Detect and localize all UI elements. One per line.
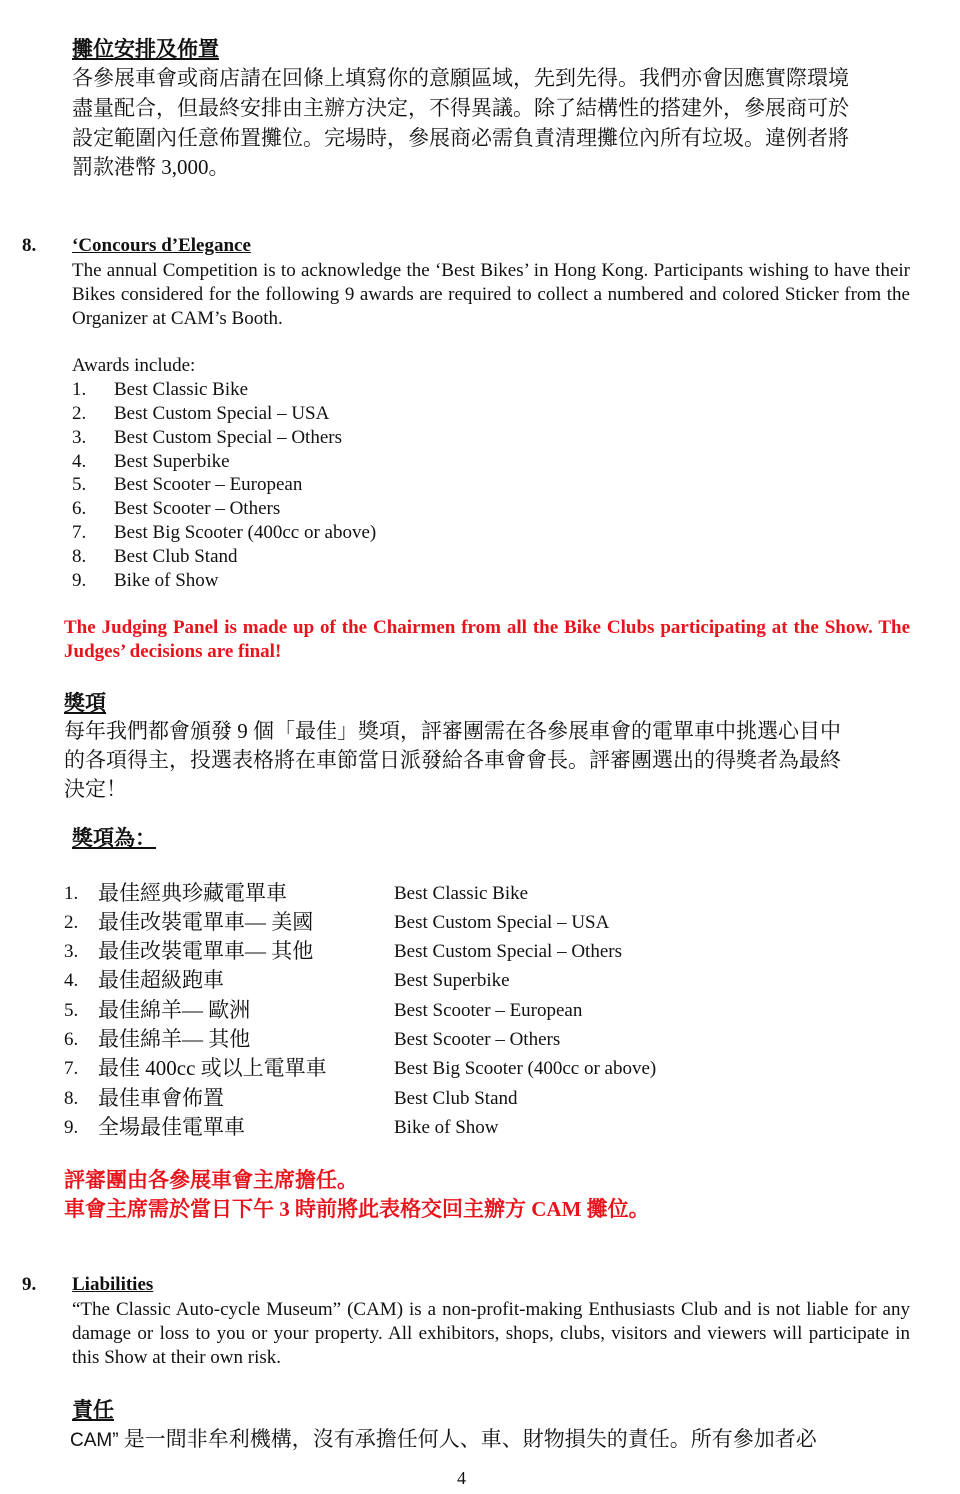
judging-note: The Judging Panel is made up of the Chairmen from all the Bike Clubs participating at the Show. The Judges’ decisions are final! — [64, 617, 910, 662]
zh-award-row: 5. 最佳綿羊— 歐洲 Best Scooter – European — [64, 998, 583, 1022]
section9-title: Liabilities — [72, 1274, 154, 1295]
stall-line-3: 設定範圍內任意佈置攤位。完場時，參展商必需負責清理攤位內所有垃圾。違例者將 — [72, 126, 849, 150]
zh-liabilities-line — [70, 1424, 817, 1456]
zh-award-row: 8. 最佳車會佈置 Best Club Stand — [64, 1086, 518, 1110]
page-number: 4 — [457, 1468, 466, 1488]
zh-award-row: 4. 最佳超級跑車 Best Superbike — [64, 968, 510, 992]
section9-number: 9. — [22, 1274, 37, 1295]
section8-title: ‘Concours d’Elegance — [72, 235, 251, 256]
section9-paragraph: “The Classic Auto-cycle Museum” (CAM) is a non-profit-making Enthusiasts Club and is not liable for any damage or loss to you or your property. All exhibitors, shops, clubs, visitors and viewers will participate in this Show at their own risk. — [72, 1299, 910, 1368]
zh-awards-title: 獎項 — [64, 691, 106, 715]
zh-award-row: 9. 全場最佳電單車 Bike of Show — [64, 1115, 499, 1139]
zh-liabilities-text: 是一間非牟利機構，沒有承擔任何人、車、財物損失的責任。所有參加者必 — [118, 1427, 817, 1451]
zh-awards-line-3: 決定！ — [64, 777, 127, 801]
section8-number: 8. — [22, 235, 37, 256]
stall-line-4: 罰款港幣 3,000。 — [72, 155, 230, 179]
zh-award-row: 1. 最佳經典珍藏電單車 Best Classic Bike — [64, 881, 529, 905]
zh-awards-line-2: 的各項得主，投選表格將在車節當日派發給各車會會長。評審團選出的得獎者為最終 — [64, 748, 841, 772]
zh-award-row: 2. 最佳改裝電單車— 美國 Best Custom Special – USA — [64, 910, 610, 934]
awards-intro: Awards include: — [72, 355, 196, 376]
zh-judging-note-1: 評審團由各參展車會主席擔任。 — [64, 1168, 358, 1192]
zh-awards-line-1: 每年我們都會頒發 9 個「最佳」獎項，評審團需在各參展車會的電單車中挑選心目中 — [64, 719, 841, 743]
stall-section-heading: 攤位安排及佈置 — [72, 37, 219, 61]
zh-liabilities-title: 責任 — [72, 1398, 114, 1422]
zh-awards-list-heading: 獎項為： — [72, 826, 156, 850]
zh-award-row: 6. 最佳綿羊— 其他 Best Scooter – Others — [64, 1027, 561, 1051]
zh-judging-note-2: 車會主席需於當日下午 3 時前將此表格交回主辦方 CAM 攤位。 — [64, 1197, 650, 1221]
stall-line-2: 盡量配合，但最終安排由主辦方決定，不得異議。除了結構性的搭建外，參展商可於 — [72, 96, 849, 120]
zh-award-row: 3. 最佳改裝電單車— 其他 Best Custom Special – Others — [64, 939, 622, 963]
stall-line-1: 各參展車會或商店請在回條上填寫你的意願區域，先到先得。我們亦會因應實際環境 — [72, 66, 849, 90]
section8-paragraph: The annual Competition is to acknowledge the ‘Best Bikes’ in Hong Kong. Participants wishing to have their Bikes considered for the following 9 awards are required to collect a numbered and colored Sticker from the Organizer at CAM’s Booth. — [72, 260, 910, 329]
zh-award-row: 7. 最佳 400cc 或以上電單車 Best Big Scooter (400cc or above) — [64, 1056, 657, 1080]
zh-liabilities-prefix: CAM” — [70, 1430, 119, 1451]
